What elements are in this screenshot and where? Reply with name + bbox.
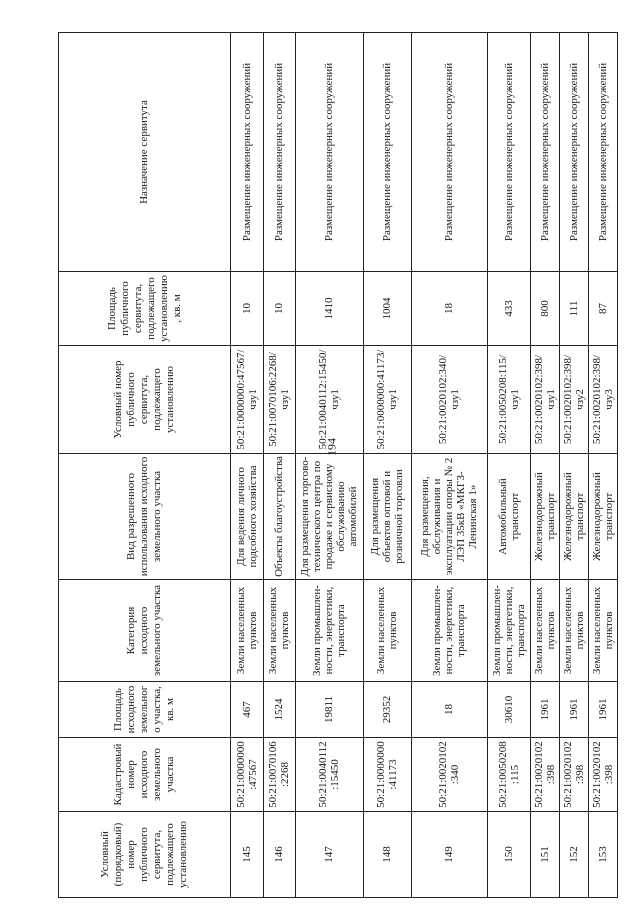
cell-servitude-area: 433 xyxy=(487,272,530,346)
cell-area: 467 xyxy=(231,682,263,738)
cell-servitude-area: 1410 xyxy=(295,272,363,346)
cell-category: Земли населенных пунктов xyxy=(363,580,411,682)
header-area: Площадь исходного земельного участка, кв. м xyxy=(59,682,231,738)
table-row xyxy=(363,33,411,898)
header-cadastral: Кадастровый номер исходного земельного участка xyxy=(59,738,231,812)
cell-servitude-num: 50:21:0000000:47567/чзу1 xyxy=(231,346,263,454)
cell-num: 151 xyxy=(530,812,559,898)
cell-servitude-area: 10 xyxy=(231,272,263,346)
cell-category: Земли промышлен-ности, энергетики, транспорта xyxy=(295,580,363,682)
cell-servitude-num: 50:21:0050208:115/чзу1 xyxy=(487,346,530,454)
cell-servitude-num: 50:21:0020102:398/чзу1 xyxy=(530,346,559,454)
cell-servitude-area: 800 xyxy=(530,272,559,346)
cell-use: Для размещения, обслуживания и эксплуатации опоры № 2 ЛЭП 35кВ «МКГЗ-Ленинская 1» xyxy=(412,454,487,580)
cell-purpose: Размещение инженерных сооружений xyxy=(363,33,411,272)
cell-use: Автомобильный транспорт xyxy=(487,454,530,580)
cell-category: Земли населенных пунктов xyxy=(231,580,263,682)
cell-servitude-num: 50:21:0020102:398/чзу2 xyxy=(559,346,588,454)
header-category: Категория исходного земельного участка xyxy=(59,580,231,682)
header-use: Вид разрешенного использования исходного земельного участка xyxy=(59,454,231,580)
header-row xyxy=(59,33,231,898)
cell-purpose: Размещение инженерных сооружений xyxy=(412,33,487,272)
cell-area: 18 xyxy=(412,682,487,738)
table-row xyxy=(412,33,487,898)
cell-area: 1524 xyxy=(263,682,295,738)
table-row xyxy=(487,33,530,898)
cell-purpose: Размещение инженерных сооружений xyxy=(588,33,617,272)
cell-purpose: Размещение инженерных сооружений xyxy=(231,33,263,272)
table-row xyxy=(559,33,588,898)
cell-use: Для ведения личного подсобного хозяйства xyxy=(231,454,263,580)
cell-purpose: Размещение инженерных сооружений xyxy=(263,33,295,272)
cell-servitude-area: 10 xyxy=(263,272,295,346)
cell-area: 1961 xyxy=(559,682,588,738)
cell-use: Для размещения торгово-технического центра по продаже и сервисному обслуживанию автомобилей xyxy=(295,454,363,580)
cell-area: 30610 xyxy=(487,682,530,738)
cell-cadastral: 50:21:0020102:340 xyxy=(412,738,487,812)
cell-num: 148 xyxy=(363,812,411,898)
cell-purpose: Размещение инженерных сооружений xyxy=(559,33,588,272)
cell-category: Земли населенных пунктов xyxy=(530,580,559,682)
cell-area: 19811 xyxy=(295,682,363,738)
table-row xyxy=(295,33,363,898)
table-row xyxy=(530,33,559,898)
cell-cadastral: 50:21:0070106:2268 xyxy=(263,738,295,812)
cell-servitude-area: 87 xyxy=(588,272,617,346)
header-servitude-area: Площадь публичного сервитута, подлежащего установлению, кв. м xyxy=(59,272,231,346)
cell-servitude-num: 50:21:0020102:340/чзу1 xyxy=(412,346,487,454)
rotated-table-container xyxy=(58,33,618,898)
cell-purpose: Размещение инженерных сооружений xyxy=(487,33,530,272)
cell-area: 1961 xyxy=(530,682,559,738)
cell-cadastral: 50:21:0000000:41173 xyxy=(363,738,411,812)
table-row xyxy=(231,33,263,898)
header-num: Условный (порядковый) номер публичного сервитута, подлежащего установлению xyxy=(59,812,231,898)
cell-area: 29352 xyxy=(363,682,411,738)
cell-use: Железнодорожный транспорт xyxy=(588,454,617,580)
cell-category: Земли населенных пунктов xyxy=(263,580,295,682)
cell-cadastral: 50:21:0020102:398 xyxy=(588,738,617,812)
cell-cadastral: 50:21:0050208:115 xyxy=(487,738,530,812)
cell-category: Земли населенных пунктов xyxy=(559,580,588,682)
servitude-table xyxy=(58,32,618,898)
cell-category: Земли населенных пунктов xyxy=(588,580,617,682)
table-row xyxy=(263,33,295,898)
cell-servitude-area: 18 xyxy=(412,272,487,346)
cell-servitude-num: 50:21:0000000:41173/чзу1 xyxy=(363,346,411,454)
cell-cadastral: 50:21:0020102:398 xyxy=(530,738,559,812)
cell-category: Земли промышлен-ности, энергетики, транспорта xyxy=(487,580,530,682)
header-servitude-num: Условный номер публичного сервитута, подлежащего установлению xyxy=(59,346,231,454)
cell-num: 149 xyxy=(412,812,487,898)
cell-num: 146 xyxy=(263,812,295,898)
cell-use: Объекты благоустройства xyxy=(263,454,295,580)
cell-use: Железнодорожный транспорт xyxy=(530,454,559,580)
header-purpose: Назначение сервитута xyxy=(59,33,231,272)
cell-servitude-num: 50:21:0040112:15450/чзу1 xyxy=(295,346,363,454)
cell-num: 145 xyxy=(231,812,263,898)
cell-purpose: Размещение инженерных сооружений xyxy=(530,33,559,272)
cell-use: Для размещения объектов оптовой и розничной торговли xyxy=(363,454,411,580)
table-row xyxy=(588,33,617,898)
cell-cadastral: 50:21:0040112:15450 xyxy=(295,738,363,812)
cell-area: 1961 xyxy=(588,682,617,738)
cell-servitude-area: 111 xyxy=(559,272,588,346)
cell-cadastral: 50:21:0020102:398 xyxy=(559,738,588,812)
cell-num: 152 xyxy=(559,812,588,898)
cell-purpose: Размещение инженерных сооружений xyxy=(295,33,363,272)
cell-use: Железнодорожный транспорт xyxy=(559,454,588,580)
cell-num: 150 xyxy=(487,812,530,898)
cell-num: 153 xyxy=(588,812,617,898)
cell-num: 147 xyxy=(295,812,363,898)
page-number: 194 xyxy=(324,438,339,456)
cell-cadastral: 50:21:0000000:47567 xyxy=(231,738,263,812)
cell-servitude-area: 1004 xyxy=(363,272,411,346)
cell-category: Земли промышлен-ности, энергетики, транспорта xyxy=(412,580,487,682)
cell-servitude-num: 50:21:0020102:398/чзу3 xyxy=(588,346,617,454)
cell-servitude-num: 50:21:0070106:2268/чзу1 xyxy=(263,346,295,454)
